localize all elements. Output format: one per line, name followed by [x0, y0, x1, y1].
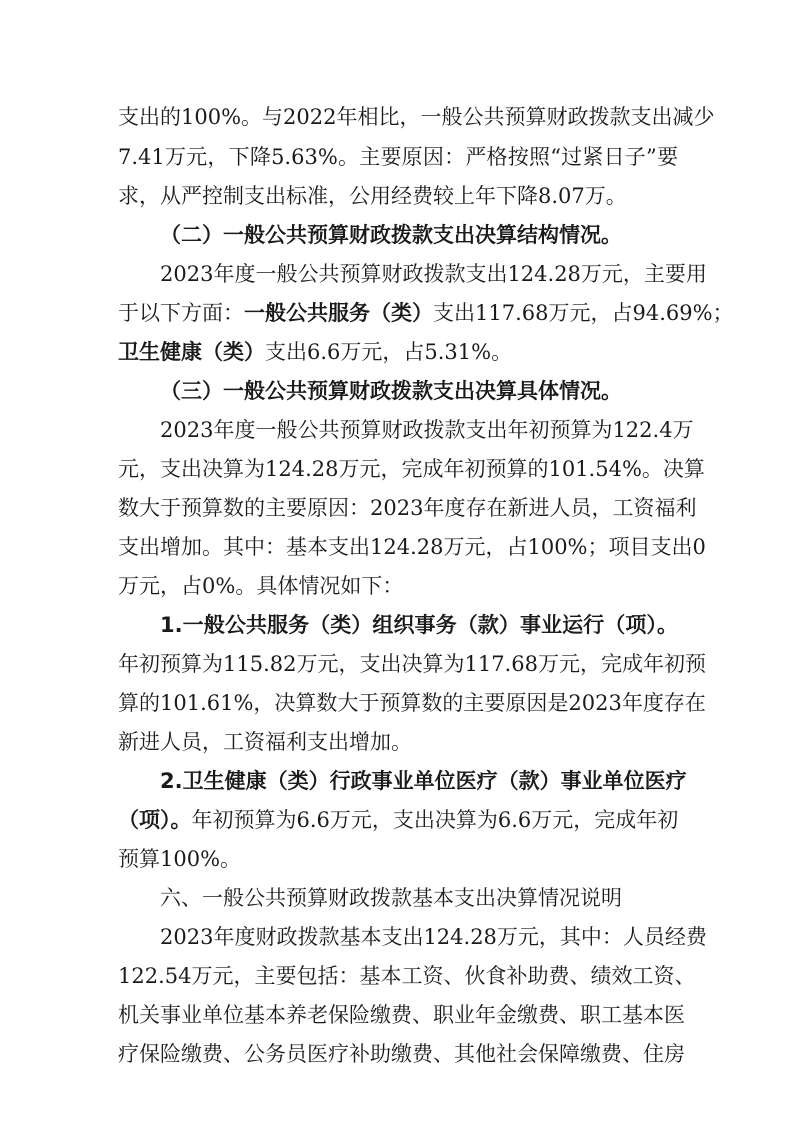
- paragraph-line: 2023年度财政拨款基本支出124.28万元，其中：人员经费: [160, 925, 707, 949]
- item-heading-tail: （项）。: [118, 808, 192, 832]
- text-segment: 年初预算为6.6万元，支出决算为6.6万元，完成年初: [191, 808, 679, 832]
- category-label: 一般公共服务（类）: [244, 301, 433, 325]
- paragraph-line: 7.41万元，下降5.63%。主要原因：严格按照“过紧日子”要: [118, 145, 678, 169]
- paragraph-line: 求，从严控制支出标准，公用经费较上年下降8.07万。: [118, 184, 627, 208]
- paragraph-line: 数大于预算数的主要原因：2023年度存在新进人员，工资福利: [118, 496, 697, 520]
- paragraph-line: 预算100%。: [118, 847, 242, 871]
- category-label: 卫生健康（类）: [118, 340, 265, 364]
- paragraph-line: 算的101.61%，决算数大于预算数的主要原因是2023年度存在: [118, 691, 706, 715]
- paragraph-line: 年初预算为115.82万元，支出决算为117.68万元，完成年初预: [118, 652, 706, 676]
- paragraph-line: 122.54万元，主要包括：基本工资、伙食补助费、绩效工资、: [118, 964, 696, 988]
- paragraph-line: 支出增加。其中：基本支出124.28万元，占100%；项目支出0: [118, 535, 706, 559]
- item-heading: 2.卫生健康（类）行政事业单位医疗（款）事业单位医疗: [160, 769, 687, 793]
- section-heading: 六、一般公共预算财政拨款基本支出决算情况说明: [160, 886, 622, 910]
- paragraph-line: 万元，占0%。具体情况如下：: [118, 574, 404, 598]
- paragraph-line: [118, 805, 678, 835]
- paragraph-line: 2023年度一般公共预算财政拨款支出124.28万元，主要用: [160, 262, 707, 286]
- text-segment: 于以下方面：: [118, 301, 244, 325]
- text-segment: 支出117.68万元，占94.69%；: [433, 301, 734, 325]
- paragraph-line: 疗保险缴费、公务员医疗补助缴费、其他社会保障缴费、住房: [118, 1042, 685, 1066]
- section-heading: （三）一般公共预算财政拨款支出决算具体情况。: [160, 379, 622, 403]
- item-heading: 1.一般公共服务（类）组织事务（款）事业运行（项）。: [160, 613, 678, 637]
- paragraph-line: 机关事业单位基本养老保险缴费、职业年金缴费、职工基本医: [118, 1003, 685, 1027]
- paragraph-line: [118, 298, 734, 328]
- paragraph-line: [118, 337, 678, 367]
- section-heading: （二）一般公共预算财政拨款支出决算结构情况。: [160, 223, 622, 247]
- paragraph-line: 元，支出决算为124.28万元，完成年初预算的101.54%。决算: [118, 457, 705, 481]
- paragraph-line: 新进人员，工资福利支出增加。: [118, 730, 412, 754]
- text-segment: 支出6.6万元，占5.31%。: [265, 340, 513, 364]
- paragraph-line: 2023年度一般公共预算财政拨款支出年初预算为122.4万: [160, 418, 694, 442]
- paragraph-line: 支出的100%。与2022年相比，一般公共预算财政拨款支出减少: [118, 105, 715, 129]
